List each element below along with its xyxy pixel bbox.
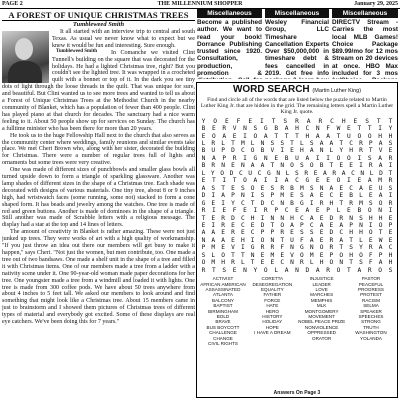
grid-row: E T I T O A I I A C G E E O I E A M R: [201, 177, 393, 185]
word-list-item: FATHER: [263, 292, 282, 298]
article-byline: Tumbleweed Smith: [72, 21, 125, 28]
article-paragraph: In Comanche we visited Clint Tunnell's building on the square that was decorated for the holidays. He had a lighted Christmas tree, right? But you couldn't see the lighted tree. It was wrapped in a crocheted quilt with a bonnet or top of it. In the dark you see tiny dots of light through the loose threads in the quilt. That was unique for sure, and beautiful. But Clint wanted us to see more trees and wanted to tell us about a Forest of Unique Christmas Trees at the Methodist Church in the nearby community of Blanket, which has a population of fewer than 400 people. Clint has played piano at that church for decades. The sanctuary had a nice warm feeling to it. About 50 people show up for services on Sunday. The church has a fulltime minister who has been there for more than 20 years.: [2, 49, 195, 132]
grid-row: E O A E I O A T T T H A A T U O O H H: [201, 132, 393, 140]
newspaper-name: THE MILLENNIUM SHOPPER: [157, 1, 243, 7]
word-list-item: HATE: [266, 303, 279, 309]
classified-ad: Wesley Financial Group, LLC Timeshare Cancellation Experts Over $50,000,000 in timeshare debt & fees cancelled in 2019. Get free info: [265, 19, 329, 78]
word-list-item: FORCE: [264, 297, 281, 303]
word-list-item: EQUALITY: [260, 286, 284, 292]
word-list-item: CHALLENGE: [209, 330, 237, 336]
word-search-puzzle: [196, 82, 398, 398]
word-list-item: LOVE: [315, 286, 328, 292]
word-list-item: PROGRESS: [357, 286, 384, 292]
article-paragraph: He took us to the huge Fellowship Hall next to the church that also serves as the community center where weddings, family reunions and similar events take place. We met Cheri Brown who, along with her sister, decorated the building for Christmas. There were a number of regular trees full of lights and ornaments but some trees were very creative.: [2, 132, 195, 167]
word-list-item: CIVIL RIGHTS: [208, 341, 238, 346]
word-list-column: [248, 276, 296, 346]
grid-row: T E R D C H I N N H C A E D R N S H H E: [201, 214, 393, 222]
classified-ad: Become a published author. We want to read your book! Dorrance Publishing trusted since 1920. Consultation, production, promotion &: [197, 19, 262, 78]
grid-row: E I R E C E D T O A P C A E A P N I O P: [201, 221, 393, 229]
word-list-item: DESEGREGATION: [252, 281, 293, 287]
word-list-item: CORETTA: [261, 276, 284, 282]
word-search-instructions: Find and circle all of the words that are listed below the puzzle related to Martin Luther King Jr. that are hidden in the grid. The remaining letters spell a Martin Luther King Jr. quote.: [200, 97, 394, 116]
word-list-item: PASTOR: [361, 276, 381, 282]
word-list-item: HERO: [265, 308, 279, 314]
word-list-item: SPEECHES: [358, 313, 384, 319]
word-list-item: ORATOR: [312, 335, 332, 341]
word-list-item: PROTEST: [360, 292, 382, 298]
word-list-item: CHANGE: [213, 335, 233, 341]
word-list-item: ACTIVIST: [212, 276, 234, 282]
classified-heading: Miscellaneous: [332, 9, 398, 18]
article-title: A FOREST OF UNIQUE CHRISTMAS TREES: [2, 10, 195, 21]
page-header: [0, 0, 400, 9]
classified-heading: Miscellaneous: [265, 9, 329, 18]
word-list-item: AFRICAN AMERICAN: [200, 281, 246, 287]
grid-row: R T S E N Y O L A N D A R O T A R O S: [201, 266, 393, 274]
grid-row: L R L T M L N S S T L S A A T C R P A S: [201, 139, 393, 147]
word-list-column: [199, 276, 247, 346]
word-list-item: STRONG: [361, 319, 381, 325]
word-list-item: LEADER: [312, 281, 331, 287]
grid-row: A A E R E C P P R E S S E D C H H O T E: [201, 229, 393, 237]
word-list-item: BOLD: [216, 313, 230, 319]
word-list-item: MEMPHIS: [310, 297, 333, 303]
grid-row: A S T E S O E S R B M S N A E C A E U S: [201, 184, 393, 192]
word-list-item: OPPRESSED: [307, 330, 336, 336]
word-list-item: BIRMINGHAM: [208, 308, 238, 314]
word-list-item: YOLANDA: [360, 335, 382, 341]
issue-date: January 29, 2025: [354, 1, 398, 7]
word-list-item: BRAVE: [215, 319, 231, 325]
article-paragraph: One was made of different sizes of punchbowls and smaller glass bowls all turned upside down to form a triangle of sparkling glassware. Another was lamp shades of different sizes in the shape of a Christmas tree. Each shade was decorated with designs of various materials. One tiny tree, about 8 or 9 inches high, had wristwatch faces (some running, some not) stacked to form a cone shaped form. It has beads and jewelry among the watches. One tree is made of red and green buttons. Another is made of dominoes in the shape of a triangle. Still another was made of Scrabble letters with a religious message. The display had a star at the top and 14 lines of letters.: [2, 167, 195, 229]
word-search-subtitle: (Martin Luther King): [312, 88, 362, 94]
grid-row: N A A E H I O N T U F A E R A T L E W E: [201, 236, 393, 244]
word-list-column: [347, 276, 395, 346]
photo-caption: Tumbleweed Smith: [55, 48, 98, 54]
grid-row: P M E V I G R R F N G N O R T S Y R A C: [201, 244, 393, 252]
word-list-item: HOLIDAY: [262, 319, 283, 325]
grid-row: L Y O D C U C G N L S R E A R A C N L D T: [201, 169, 393, 177]
article-body: [2, 29, 195, 326]
word-list-item: BAPTIST: [213, 303, 233, 309]
grid-row: D I A P N I S P M E S A E C E B L E A I: [201, 192, 393, 200]
word-list-item: ATLANTA: [213, 292, 233, 298]
word-list-item: WASHINGTON: [355, 330, 387, 336]
word-list-item: MLK: [316, 303, 327, 309]
word-list-item: PEACEFUL: [358, 281, 384, 287]
grid-row: G E I Y C T D C N B G I R H T R M S O R: [201, 199, 393, 207]
grid-row: N A P R I G N E B U A I I O O I S A R: [201, 154, 393, 162]
word-list-item: RACISM: [362, 297, 380, 303]
page-number: PAGE 2: [2, 1, 23, 7]
author-photo: [2, 31, 49, 83]
word-list-item: INJUSTICE: [309, 276, 334, 282]
grid-row: S L O T T N E M E V O M E P O H O F P H: [201, 251, 393, 259]
word-list-item: BALCONY: [212, 297, 234, 303]
word-list-item: I HAVE A DREAM: [254, 330, 291, 336]
word-list-item: SPEAKER: [360, 308, 382, 314]
article-paragraph: The amount of creativity in Blanket is rather amazing. These were not just junked up trees. They were works of art with a high quality of workmanship. "If you just throw an idea out there our members will get busy to make it happen," says Cheri. "Not just the women, but men contribute, too. One made a tree out of two bandsaws. One made a shelf unit in the shape of a tree and filled it with Christmas items. One of our members made a tree from a ladder with a nativity scene under it. One 90-year-old woman made paper decorations for her tree. One youngster made a tree from a windmill and loaded it with lights. One tree is made from 300 coffee pods. We have about 50 trees anywhere from about 4 inches to 5 feet tall. We asked our members to look around and find something that might look like a Christmas tree. About 15 members came in just to brainstorm and I showed them pictures of Christmas trees of different types of material and everybody got excited. Some of these displays are real eye catchers. We've been doing this for 7 years.": [2, 229, 195, 326]
grid-row: O M H R L T E E C N R L H O N T S F A H: [201, 259, 393, 267]
classified-heading: Miscellaneous: [197, 9, 262, 18]
answers-note: Answers On Page 3: [273, 390, 321, 396]
feature-article: [2, 10, 195, 398]
word-list-item: HISTORY: [262, 313, 283, 319]
word-list-item: MONTGOMERY: [304, 308, 339, 314]
letter-grid: [199, 118, 395, 275]
grid-row: R I E F E I R P C E A E P L E B O N I: [201, 207, 393, 215]
word-list-item: TRUTH: [363, 324, 379, 330]
grid-row: B U P D C O B V I E H A N L Y H R T V E: [201, 147, 393, 155]
word-list-item: SELMA: [363, 303, 379, 309]
word-list-item: NOBEL PEACE PRIZE: [298, 319, 346, 325]
word-list-item: MOVEMENT: [308, 313, 335, 319]
word-list-item: ASSASSINATED: [205, 286, 241, 292]
word-list-item: HOPE: [265, 324, 279, 330]
word-list-item: BUS BOYCOTT: [206, 324, 240, 330]
grid-row: B R N E N A A T N O S O B T E E I R A I: [201, 162, 393, 170]
article-paragraph: It all started with an interview trip to central and south Texas. As usual we never know what to expect but we knew it would be fun and interesting. Sure enough.: [52, 29, 195, 49]
word-list: [199, 276, 395, 346]
classified-ad: DIRECTV Stream - Carries the most local MLB Games! Choice Package $89.99/mo for 12 mos Stream on 20 devices at once. HBO Max included for 3 mos: [332, 19, 398, 78]
grid-row: B E R V N S G B A H C N F W E T T I Y: [201, 125, 393, 133]
word-list-column: [298, 276, 346, 346]
grid-row: Y O E F E I T S R A R C H E S T T: [201, 117, 393, 125]
word-list-item: MARCHES: [310, 292, 334, 298]
word-search-title: WORD SEARCH (Martin Luther King): [232, 84, 362, 95]
word-list-item: NONVIOLENCE: [304, 324, 339, 330]
